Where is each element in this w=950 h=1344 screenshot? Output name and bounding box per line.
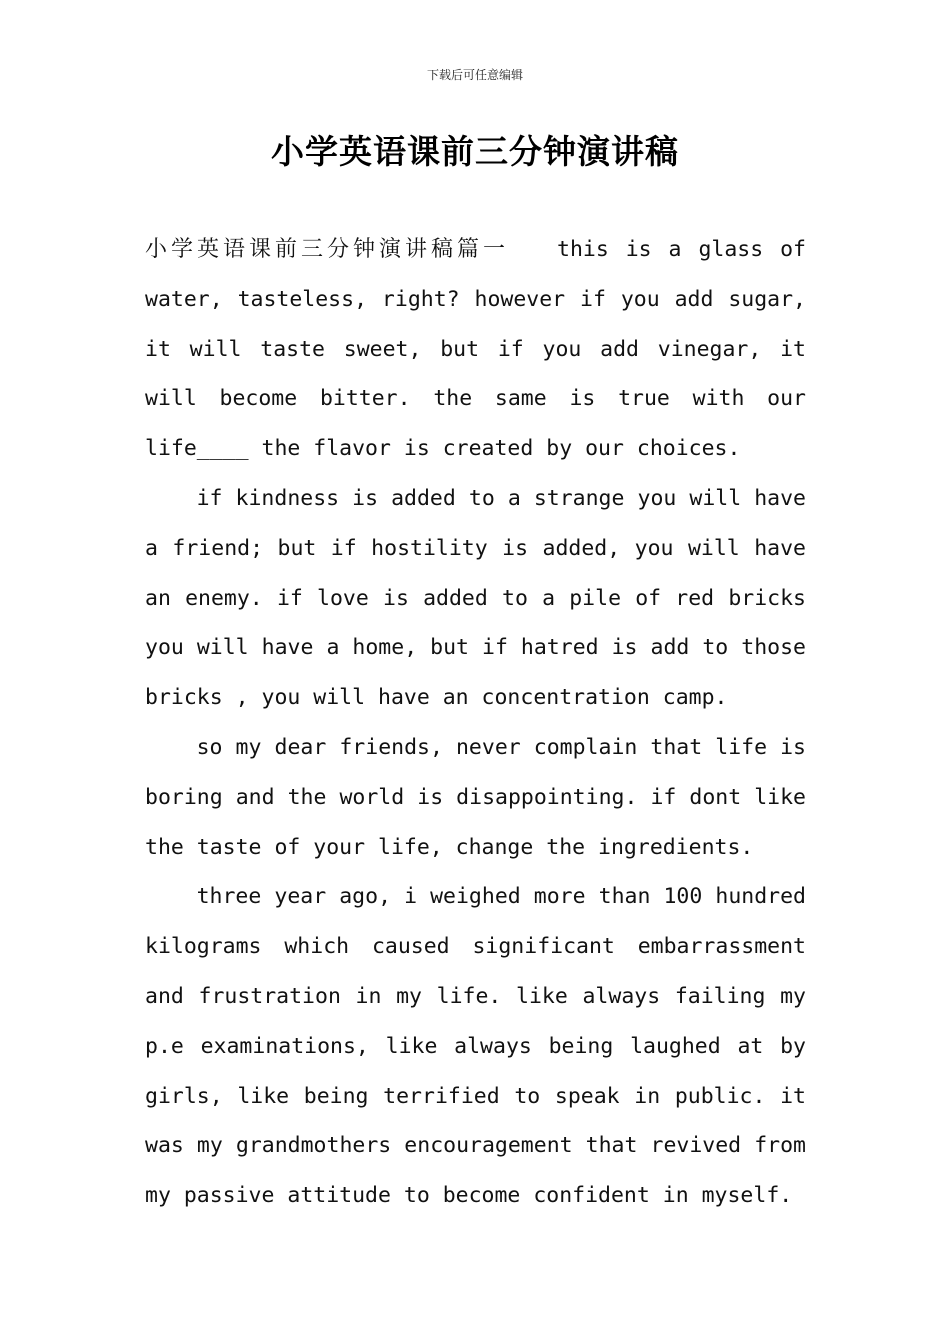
header-note: 下载后可任意编辑 <box>426 68 523 82</box>
document-title: 小学英语课前三分钟演讲稿 <box>271 132 679 171</box>
section-heading: 小学英语课前三分钟演讲稿篇一 <box>145 237 509 262</box>
paragraph-3: so my dear friends, never complain that life is boring and the world is disappointing. if dont like the taste of your life, change the ingredients. <box>145 734 806 860</box>
paragraph-4: three year ago, i weighed more than 100 hundred kilograms which caused significant embarrassment and frustration in my life. like always failing my p.e examinations, like always being laughed at by girls, like being terrified to speak in public. it was my grandmothers encouragement that revived from my passive attitude to become confident in myself. <box>145 884 806 1209</box>
paragraph-1 <box>145 225 806 474</box>
document-body <box>145 225 806 1221</box>
paragraph-2: if kindness is added to a strange you will have a friend; but if hostility is added, you will have an enemy. if love is added to a pile of red bricks you will have a home, but if hatred is add to those bricks , you will have an concentration camp. <box>145 485 806 711</box>
paragraph-1-text: this is a glass of water, tasteless, right? however if you add sugar, it will taste sweet, but if you add vinegar, it will become bitter. the same is true with our life____ the flavor is created by our choices. <box>145 237 806 462</box>
